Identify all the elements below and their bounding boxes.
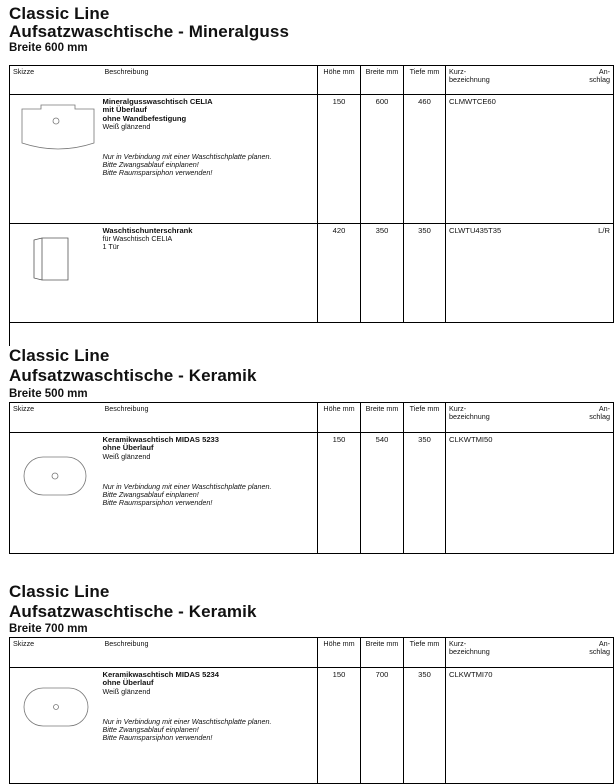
header-kurzbezeichnung: Kurz- bezeichnung [446, 638, 514, 668]
product-code: CLMWTCE60 [446, 95, 514, 224]
product-name: Keramikwaschtisch MIDAS 5233 ohne Überlauf [102, 435, 219, 453]
section-2-title-line1: Classic Line [9, 346, 110, 365]
header-tiefe: Tiefe mm [404, 638, 446, 668]
header-kurzbezeichnung: Kurz- bezeichnung [446, 66, 514, 95]
hinge-value: L/R [514, 224, 614, 323]
table-row [10, 433, 614, 554]
header-tiefe: Tiefe mm [404, 403, 446, 433]
width-value: 350 [361, 224, 404, 323]
hinge-value [514, 668, 614, 784]
product-detail: für Waschtisch CELIA 1 Tür [102, 234, 173, 252]
table-row [10, 95, 614, 224]
oval-basin-sketch [10, 433, 102, 554]
depth-value: 350 [404, 433, 446, 554]
section-3-title-line2: Aufsatzwaschtische - Keramik [9, 602, 257, 621]
product-detail: Weiß glänzend [102, 686, 151, 696]
product-detail: Weiß glänzend [102, 451, 151, 461]
planning-note: Nur in Verbindung mit einer Waschtischplatte planen. Bitte Zwangsablauf einplanen! Bitte Raumsparsiphon verwenden! [102, 716, 272, 742]
product-code: CLWTU435T35 [446, 224, 514, 323]
table-row [10, 224, 614, 323]
section-2-table [9, 402, 614, 554]
hinge-value [514, 95, 614, 224]
header-beschreibung: Beschreibung [102, 638, 318, 668]
section-1-title-line2: Aufsatzwaschtische - Mineralguss [9, 22, 289, 41]
depth-value: 460 [404, 95, 446, 224]
width-value: 700 [361, 668, 404, 784]
header-anschlag: An- schlag [514, 403, 614, 433]
height-value: 150 [318, 433, 361, 554]
header-breite: Breite mm [361, 403, 404, 433]
header-hoehe: Höhe mm [318, 66, 361, 95]
header-skizze: Skizze [10, 66, 102, 95]
header-breite: Breite mm [361, 66, 404, 95]
product-name: Waschtischunterschrank [102, 226, 193, 235]
depth-value: 350 [404, 224, 446, 323]
section-1-title-line1: Classic Line [9, 4, 110, 23]
section-3-table [9, 637, 614, 784]
header-hoehe: Höhe mm [318, 638, 361, 668]
product-code: CLKWTMI70 [446, 668, 514, 784]
product-name: Keramikwaschtisch MIDAS 5234 ohne Überlauf [102, 670, 219, 688]
section-1-table [9, 65, 614, 323]
table-row [10, 668, 614, 784]
planning-note: Nur in Verbindung mit einer Waschtischplatte planen. Bitte Zwangsablauf einplanen! Bitte Raumsparsiphon verwenden! [102, 152, 272, 178]
hinge-value [514, 433, 614, 554]
header-anschlag: An- schlag [514, 66, 614, 95]
width-value: 600 [361, 95, 404, 224]
header-anschlag: An- schlag [514, 638, 614, 668]
height-value: 150 [318, 95, 361, 224]
header-hoehe: Höhe mm [318, 403, 361, 433]
width-value: 540 [361, 433, 404, 554]
cabinet-sketch [10, 224, 102, 323]
header-tiefe: Tiefe mm [404, 66, 446, 95]
section-2-title-line2: Aufsatzwaschtische - Keramik [9, 366, 257, 385]
planning-note: Nur in Verbindung mit einer Waschtischplatte planen. Bitte Zwangsablauf einplanen! Bitte Raumsparsiphon verwenden! [102, 481, 272, 507]
section-1-subtitle: Breite 600 mm [9, 42, 88, 54]
product-code: CLKWTMI50 [446, 433, 514, 554]
basin-celia-sketch [10, 95, 102, 224]
height-value: 420 [318, 224, 361, 323]
header-skizze: Skizze [10, 638, 102, 668]
height-value: 150 [318, 668, 361, 784]
section-3-subtitle: Breite 700 mm [9, 623, 88, 635]
product-name: Mineralgusswaschtisch CELIA mit Überlauf ohne Wandbefestigung [102, 97, 213, 123]
header-kurzbezeichnung: Kurz- bezeichnung [446, 403, 514, 433]
oval-basin-sketch [10, 668, 102, 784]
header-breite: Breite mm [361, 638, 404, 668]
product-detail: Weiß glänzend [102, 122, 151, 132]
header-beschreibung: Beschreibung [102, 403, 318, 433]
header-beschreibung: Beschreibung [102, 66, 318, 95]
header-skizze: Skizze [10, 403, 102, 433]
section-3-title-line1: Classic Line [9, 582, 110, 601]
depth-value: 350 [404, 668, 446, 784]
section-2-subtitle: Breite 500 mm [9, 388, 88, 400]
